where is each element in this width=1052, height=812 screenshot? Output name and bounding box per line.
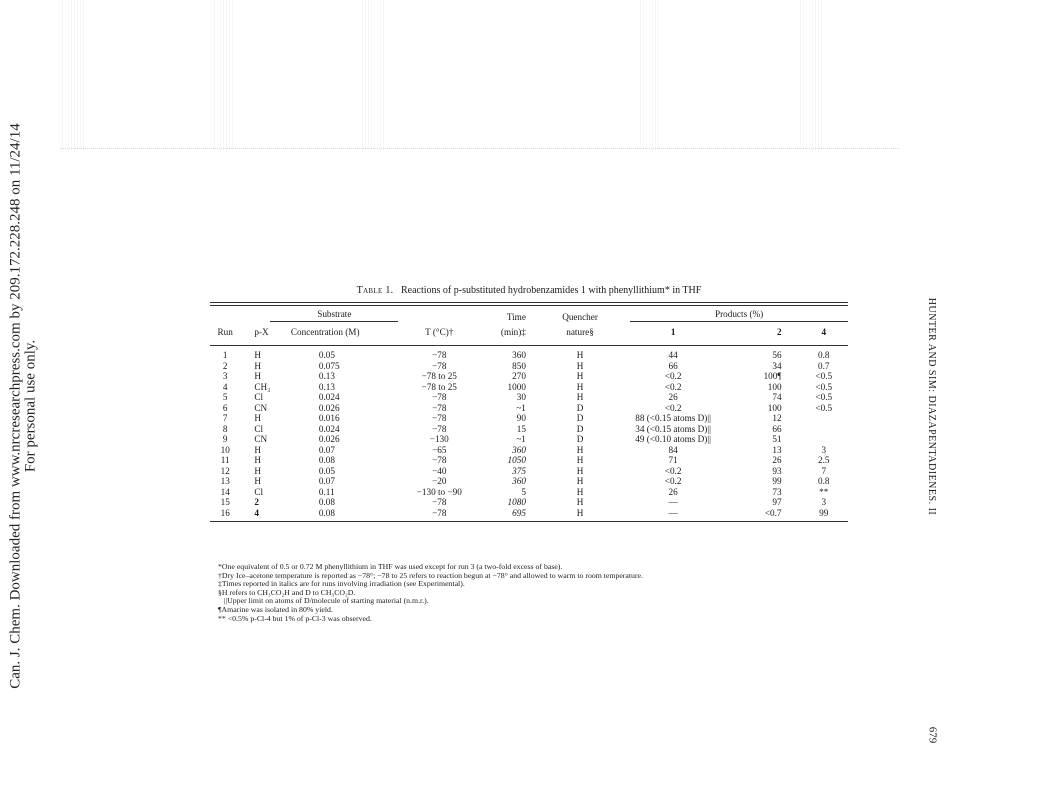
cell-product-4 (800, 413, 848, 424)
table-row (210, 455, 848, 466)
cell-px: H (254, 476, 262, 486)
cell-product-2: 26 (772, 455, 782, 465)
page-number (922, 720, 942, 750)
table-row (210, 466, 848, 477)
header-px: p-X (240, 325, 285, 346)
cell-product-4 (800, 434, 848, 445)
cell-temperature: −130 (429, 434, 449, 444)
cell-px: H (254, 455, 262, 465)
scan-artifact (362, 0, 384, 150)
cell-product-1: <0.2 (664, 465, 682, 476)
table-header (210, 306, 848, 346)
cell-temperature: −130 to −90 (416, 486, 462, 497)
header-temperature: T (°C)† (404, 325, 474, 346)
cell-run: 14 (220, 486, 230, 497)
table-row (210, 434, 848, 445)
cell-concentration: 0.08 (318, 455, 335, 465)
cell-time: 695 (512, 507, 526, 518)
cell-quencher: H (576, 476, 584, 486)
cell-concentration: 0.05 (318, 465, 335, 476)
cell-temperature: −78 to 25 (421, 381, 457, 392)
cell-temperature: −78 (432, 350, 447, 360)
cell-run: 5 (222, 392, 228, 402)
header-time-top: Time (506, 312, 526, 322)
footnote: §H refers to CH₃CO₂H and D to CH₃CO₂D. (218, 587, 356, 597)
cell-product-4: 3 (821, 444, 827, 455)
cell-product-2: 13 (772, 444, 782, 455)
cell-temperature: −20 (432, 476, 447, 486)
header-products-label: Products (%) (630, 306, 848, 322)
cell-product-4: 3 (821, 497, 827, 507)
cell-concentration: 0.026 (318, 402, 340, 413)
cell-product-1: 26 (668, 486, 678, 497)
cell-concentration: 0.016 (318, 413, 340, 423)
cell-temperature: −78 (432, 392, 447, 402)
cell-product-1: — (668, 507, 678, 518)
cell-time: 1050 (507, 455, 526, 465)
cell-run: 4 (222, 381, 228, 392)
cell-run: 10 (220, 444, 230, 455)
cell-product-4: <0.5 (815, 371, 833, 381)
cell-px: H (254, 465, 262, 476)
cell-concentration: 0.026 (318, 434, 340, 444)
page-number-text: 679 (926, 726, 938, 744)
table-body (210, 346, 848, 522)
cell-px: CN (254, 402, 268, 413)
cell-product-4: <0.5 (815, 381, 833, 392)
table-footnotes (218, 563, 858, 623)
cell-quencher: H (576, 465, 584, 476)
cell-run: 2 (222, 360, 228, 371)
cell-product-2: 74 (772, 392, 782, 402)
cell-product-4: 7 (821, 465, 827, 476)
table-row (210, 508, 848, 522)
table-row (210, 413, 848, 424)
table-row (210, 487, 848, 498)
cell-product-1: 84 (668, 444, 678, 455)
cell-product-2: 100 (767, 402, 782, 413)
watermark-line-2: For personal use only. (23, 339, 40, 473)
cell-product-2: 51 (772, 434, 782, 444)
cell-time: 850 (512, 360, 526, 371)
cell-concentration: 0.024 (318, 392, 340, 402)
cell-product-2: 34 (772, 360, 782, 371)
cell-product-1: — (668, 497, 678, 507)
results-table (210, 302, 848, 522)
cell-product-1: <0.2 (664, 402, 682, 413)
cell-time: 360 (512, 444, 526, 455)
cell-temperature: −78 (432, 423, 447, 434)
cell-product-2: 56 (772, 350, 782, 360)
cell-product-2: 66 (772, 423, 782, 434)
running-head (912, 0, 952, 812)
cell-product-2: 100¶ (763, 371, 782, 381)
cell-quencher: H (576, 350, 584, 360)
cell-product-4: 0.8 (818, 350, 830, 360)
footnote: ¶Amarine was isolated in 80% yield. (218, 604, 333, 614)
cell-run: 1 (222, 350, 228, 360)
cell-concentration: 0.13 (318, 381, 335, 392)
cell-quencher: H (576, 444, 584, 455)
cell-run: 11 (220, 455, 230, 465)
cell-run: 12 (220, 465, 230, 476)
table-row (210, 497, 848, 508)
table-caption (210, 285, 848, 296)
cell-temperature: −78 (432, 360, 447, 371)
cell-px: H (254, 350, 262, 360)
cell-quencher: H (576, 507, 584, 518)
table-bottom-rule (210, 521, 848, 522)
cell-run: 16 (220, 507, 230, 518)
download-watermark (4, 0, 44, 812)
cell-concentration: 0.07 (318, 476, 335, 486)
cell-product-1: 26 (668, 392, 678, 402)
cell-time: 15 (516, 423, 526, 434)
table-row (210, 371, 848, 382)
table-row (210, 403, 848, 414)
cell-product-1: 34 (<0.15 atoms D)|| (635, 423, 711, 434)
cell-concentration: 0.08 (318, 497, 335, 507)
cell-product-2: 99 (772, 476, 782, 486)
footnote: ‡Times reported in italics are for runs involving irradiation (see Experimental). (218, 579, 465, 589)
cell-product-4: 99 (819, 507, 829, 518)
cell-px: H (254, 413, 262, 423)
cell-run: 15 (220, 497, 230, 507)
cell-time: 1000 (507, 381, 526, 392)
footnote: *One equivalent of 0.5 or 0.72 M phenyllithium in THF was used except for run 3 (a two-fold excess of base). (218, 562, 563, 571)
cell-concentration: 0.11 (318, 486, 335, 497)
cell-concentration: 0.075 (318, 360, 340, 371)
cell-quencher: D (576, 434, 584, 444)
cell-time: 360 (512, 350, 526, 360)
cell-run: 3 (222, 371, 228, 381)
cell-quencher: H (576, 371, 584, 381)
cell-product-1: 88 (<0.15 atoms D)|| (635, 413, 711, 423)
cell-px: CH₃ (254, 381, 271, 392)
cell-px: Cl (254, 392, 264, 402)
cell-temperature: −78 to 25 (421, 371, 457, 381)
footnote: ||Upper limit on atoms of D/molecule of starting material (n.m.r.). (224, 596, 429, 606)
table-caption-label: Table 1. (356, 285, 394, 296)
cell-time: 375 (512, 465, 526, 476)
scan-artifact (62, 0, 84, 150)
cell-product-4: 0.8 (818, 476, 830, 486)
cell-time: 1080 (507, 497, 526, 507)
cell-run: 9 (222, 434, 228, 444)
header-product-2: 2 (728, 325, 800, 346)
cell-quencher: H (576, 392, 584, 402)
table-row (210, 346, 848, 361)
cell-run: 13 (220, 476, 230, 486)
header-time-bottom: (min)‡ (474, 325, 542, 346)
cell-product-1: <0.2 (664, 371, 682, 381)
cell-run: 6 (222, 402, 228, 413)
cell-time: 5 (521, 486, 526, 497)
header-product-1: 1 (618, 325, 728, 346)
cell-product-2: 97 (772, 497, 782, 507)
watermark-line-1: Can. J. Chem. Downloaded from www.nrcresearchpress.com by 209.172.228.248 on 11/24/14 (8, 123, 25, 689)
cell-product-4: 0.7 (818, 360, 830, 371)
header-product-4: 4 (800, 325, 848, 346)
cell-product-4 (800, 424, 848, 435)
cell-concentration: 0.024 (318, 423, 340, 434)
cell-product-2: <0.7 (764, 507, 782, 518)
cell-concentration: 0.07 (318, 444, 335, 455)
cell-px: 2 (254, 497, 259, 507)
cell-concentration: 0.05 (318, 350, 335, 360)
scan-artifact (800, 0, 822, 150)
footnote: ** <0.5% p-Cl-4 but 1% of p-Cl-3 was observed. (218, 613, 372, 623)
scan-artifact-line (60, 148, 900, 149)
cell-px: H (254, 444, 262, 455)
cell-product-2: 12 (772, 413, 782, 423)
cell-temperature: −78 (432, 455, 447, 465)
cell-time: ~1 (516, 434, 526, 444)
header-quencher-bottom: nature§ (542, 325, 618, 346)
header-substrate-label: Substrate (270, 306, 398, 322)
cell-time: ~1 (516, 402, 526, 413)
cell-quencher: D (576, 413, 584, 423)
cell-temperature: −78 (432, 507, 447, 518)
header-quencher-top: Quencher (562, 312, 598, 322)
cell-product-2: 73 (772, 486, 782, 497)
cell-concentration: 0.08 (318, 507, 335, 518)
cell-product-4: 2.5 (818, 455, 830, 465)
cell-time: 30 (516, 392, 526, 402)
cell-quencher: H (576, 486, 584, 497)
cell-quencher: H (576, 360, 584, 371)
cell-quencher: H (576, 455, 584, 465)
cell-time: 90 (516, 413, 526, 423)
cell-quencher: H (576, 497, 584, 507)
cell-product-1: 44 (668, 350, 678, 360)
table-row (210, 382, 848, 393)
cell-temperature: −78 (432, 497, 447, 507)
cell-product-1: 49 (<0.10 atoms D)|| (635, 434, 711, 444)
cell-temperature: −78 (432, 413, 447, 423)
cell-px: Cl (254, 486, 264, 497)
cell-product-2: 93 (772, 465, 782, 476)
cell-quencher: H (576, 381, 584, 392)
table-row (210, 392, 848, 403)
cell-product-4: ** (819, 486, 829, 497)
running-head-text: HUNTER AND SIM: DIAZAPENTADIENES. II (926, 297, 938, 515)
table-row (210, 424, 848, 435)
cell-product-4: <0.5 (815, 402, 833, 413)
cell-temperature: −65 (432, 444, 447, 455)
header-concentration: Concentration (M) (285, 325, 404, 346)
cell-product-1: 66 (668, 360, 678, 371)
cell-quencher: D (576, 402, 584, 413)
header-products (618, 306, 848, 325)
cell-px: H (254, 371, 262, 381)
cell-px: 4 (254, 507, 259, 518)
table-row (210, 445, 848, 456)
cell-product-2: 100 (767, 381, 782, 392)
footnote: †Dry Ice–acetone temperature is reported as −78°; −78 to 25 refers to reaction begun at −78° and allowed to warm to room temperature. (218, 570, 643, 580)
cell-concentration: 0.13 (318, 371, 335, 381)
header-run: Run (210, 325, 240, 346)
table-caption-text: Reactions of p-substituted hydrobenzamides 1 with phenyllithium* in THF (400, 285, 702, 296)
header-substrate (240, 306, 404, 325)
cell-temperature: −78 (432, 402, 447, 413)
table-row (210, 476, 848, 487)
table-row (210, 361, 848, 372)
cell-px: H (254, 360, 262, 371)
cell-time: 270 (512, 371, 526, 381)
cell-time: 360 (512, 476, 526, 486)
cell-product-1: 71 (668, 455, 678, 465)
cell-px: Cl (254, 423, 264, 434)
scan-artifact (214, 0, 234, 150)
cell-run: 7 (222, 413, 228, 423)
cell-product-4: <0.5 (815, 392, 833, 402)
cell-px: CN (254, 434, 268, 444)
cell-run: 8 (222, 423, 228, 434)
cell-temperature: −40 (432, 465, 447, 476)
cell-product-1: <0.2 (664, 476, 682, 486)
cell-quencher: D (576, 423, 584, 434)
scan-artifact (640, 0, 660, 150)
cell-product-1: <0.2 (664, 381, 682, 392)
